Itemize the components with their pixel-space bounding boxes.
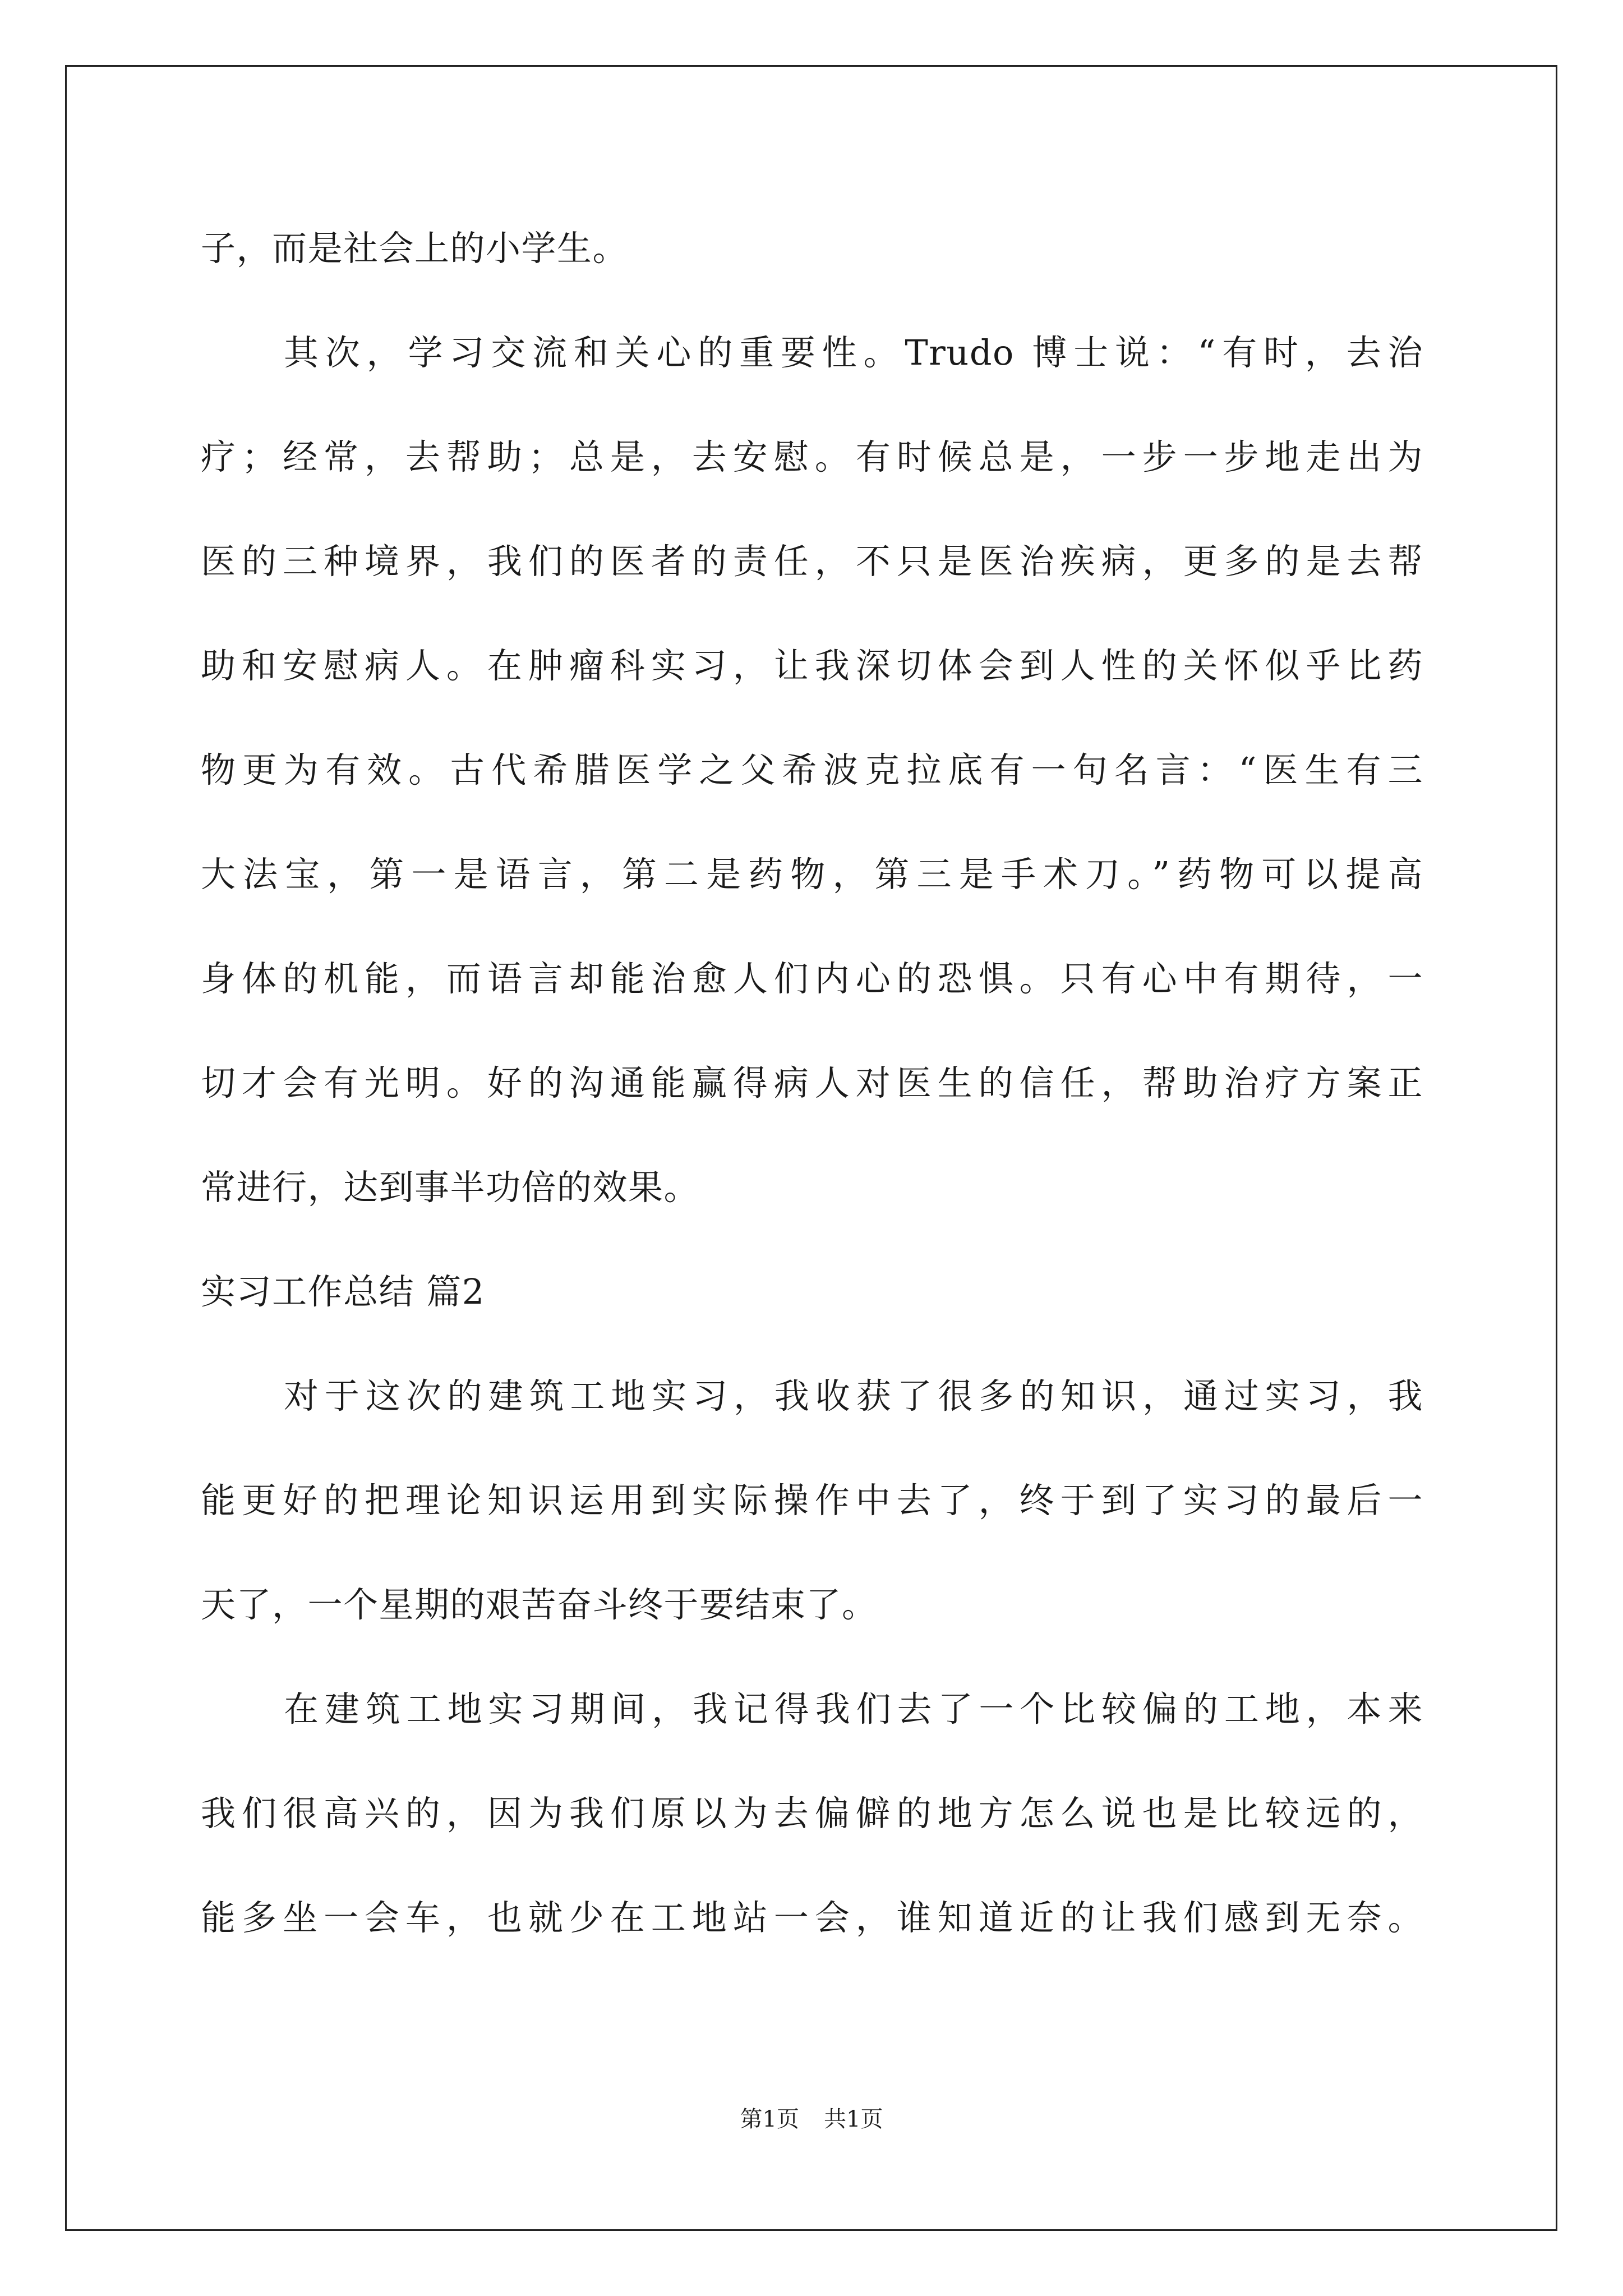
text-line: 身体的机能，而语言却能治愈人们内心的恐惧。只有心中有期待，一 bbox=[201, 958, 1423, 999]
page-total: 共1页 bbox=[824, 2106, 883, 2132]
text-line: 常进行，达到事半功倍的效果。 bbox=[201, 1167, 700, 1208]
text-line: 助和安慰病人。在肿瘤科实习，让我深切体会到人性的关怀似乎比药 bbox=[201, 645, 1423, 686]
text-line: 物更为有效。古代希腊医学之父希波克拉底有一句名言：“医生有三 bbox=[201, 749, 1423, 790]
page-number: 第1页 bbox=[740, 2106, 799, 2132]
text-line: 能更好的把理论知识运用到实际操作中去了，终于到了实习的最后一 bbox=[201, 1480, 1423, 1521]
text-line: 疗；经常，去帮助；总是，去安慰。有时候总是，一步一步地走出为 bbox=[201, 436, 1423, 477]
text-line: 大法宝，第一是语言，第二是药物，第三是手术刀。”药物可以提高 bbox=[201, 854, 1423, 895]
document-body bbox=[201, 196, 1423, 1970]
text-line: 其次，学习交流和关心的重要性。Trudo 博士说：“有时，去治 bbox=[284, 332, 1423, 373]
text-line: 天了，一个星期的艰苦奋斗终于要结束了。 bbox=[201, 1584, 878, 1625]
text-line: 我们很高兴的，因为我们原以为去偏僻的地方怎么说也是比较远的， bbox=[201, 1793, 1423, 1834]
text-line: 切才会有光明。好的沟通能赢得病人对医生的信任，帮助治疗方案正 bbox=[201, 1062, 1423, 1103]
page-footer bbox=[0, 2102, 1623, 2136]
text-line: 在建筑工地实习期间，我记得我们去了一个比较偏的工地，本来 bbox=[284, 1688, 1423, 1729]
text-line: 对于这次的建筑工地实习，我收获了很多的知识，通过实习，我 bbox=[284, 1375, 1423, 1416]
section-heading: 实习工作总结 篇2 bbox=[201, 1271, 485, 1312]
text-line: 医的三种境界，我们的医者的责任，不只是医治疾病，更多的是去帮 bbox=[201, 541, 1423, 582]
text-line: 能多坐一会车，也就少在工地站一会，谁知道近的让我们感到无奈。 bbox=[201, 1897, 1423, 1938]
text-line: 子，而是社会上的小学生。 bbox=[201, 228, 629, 269]
